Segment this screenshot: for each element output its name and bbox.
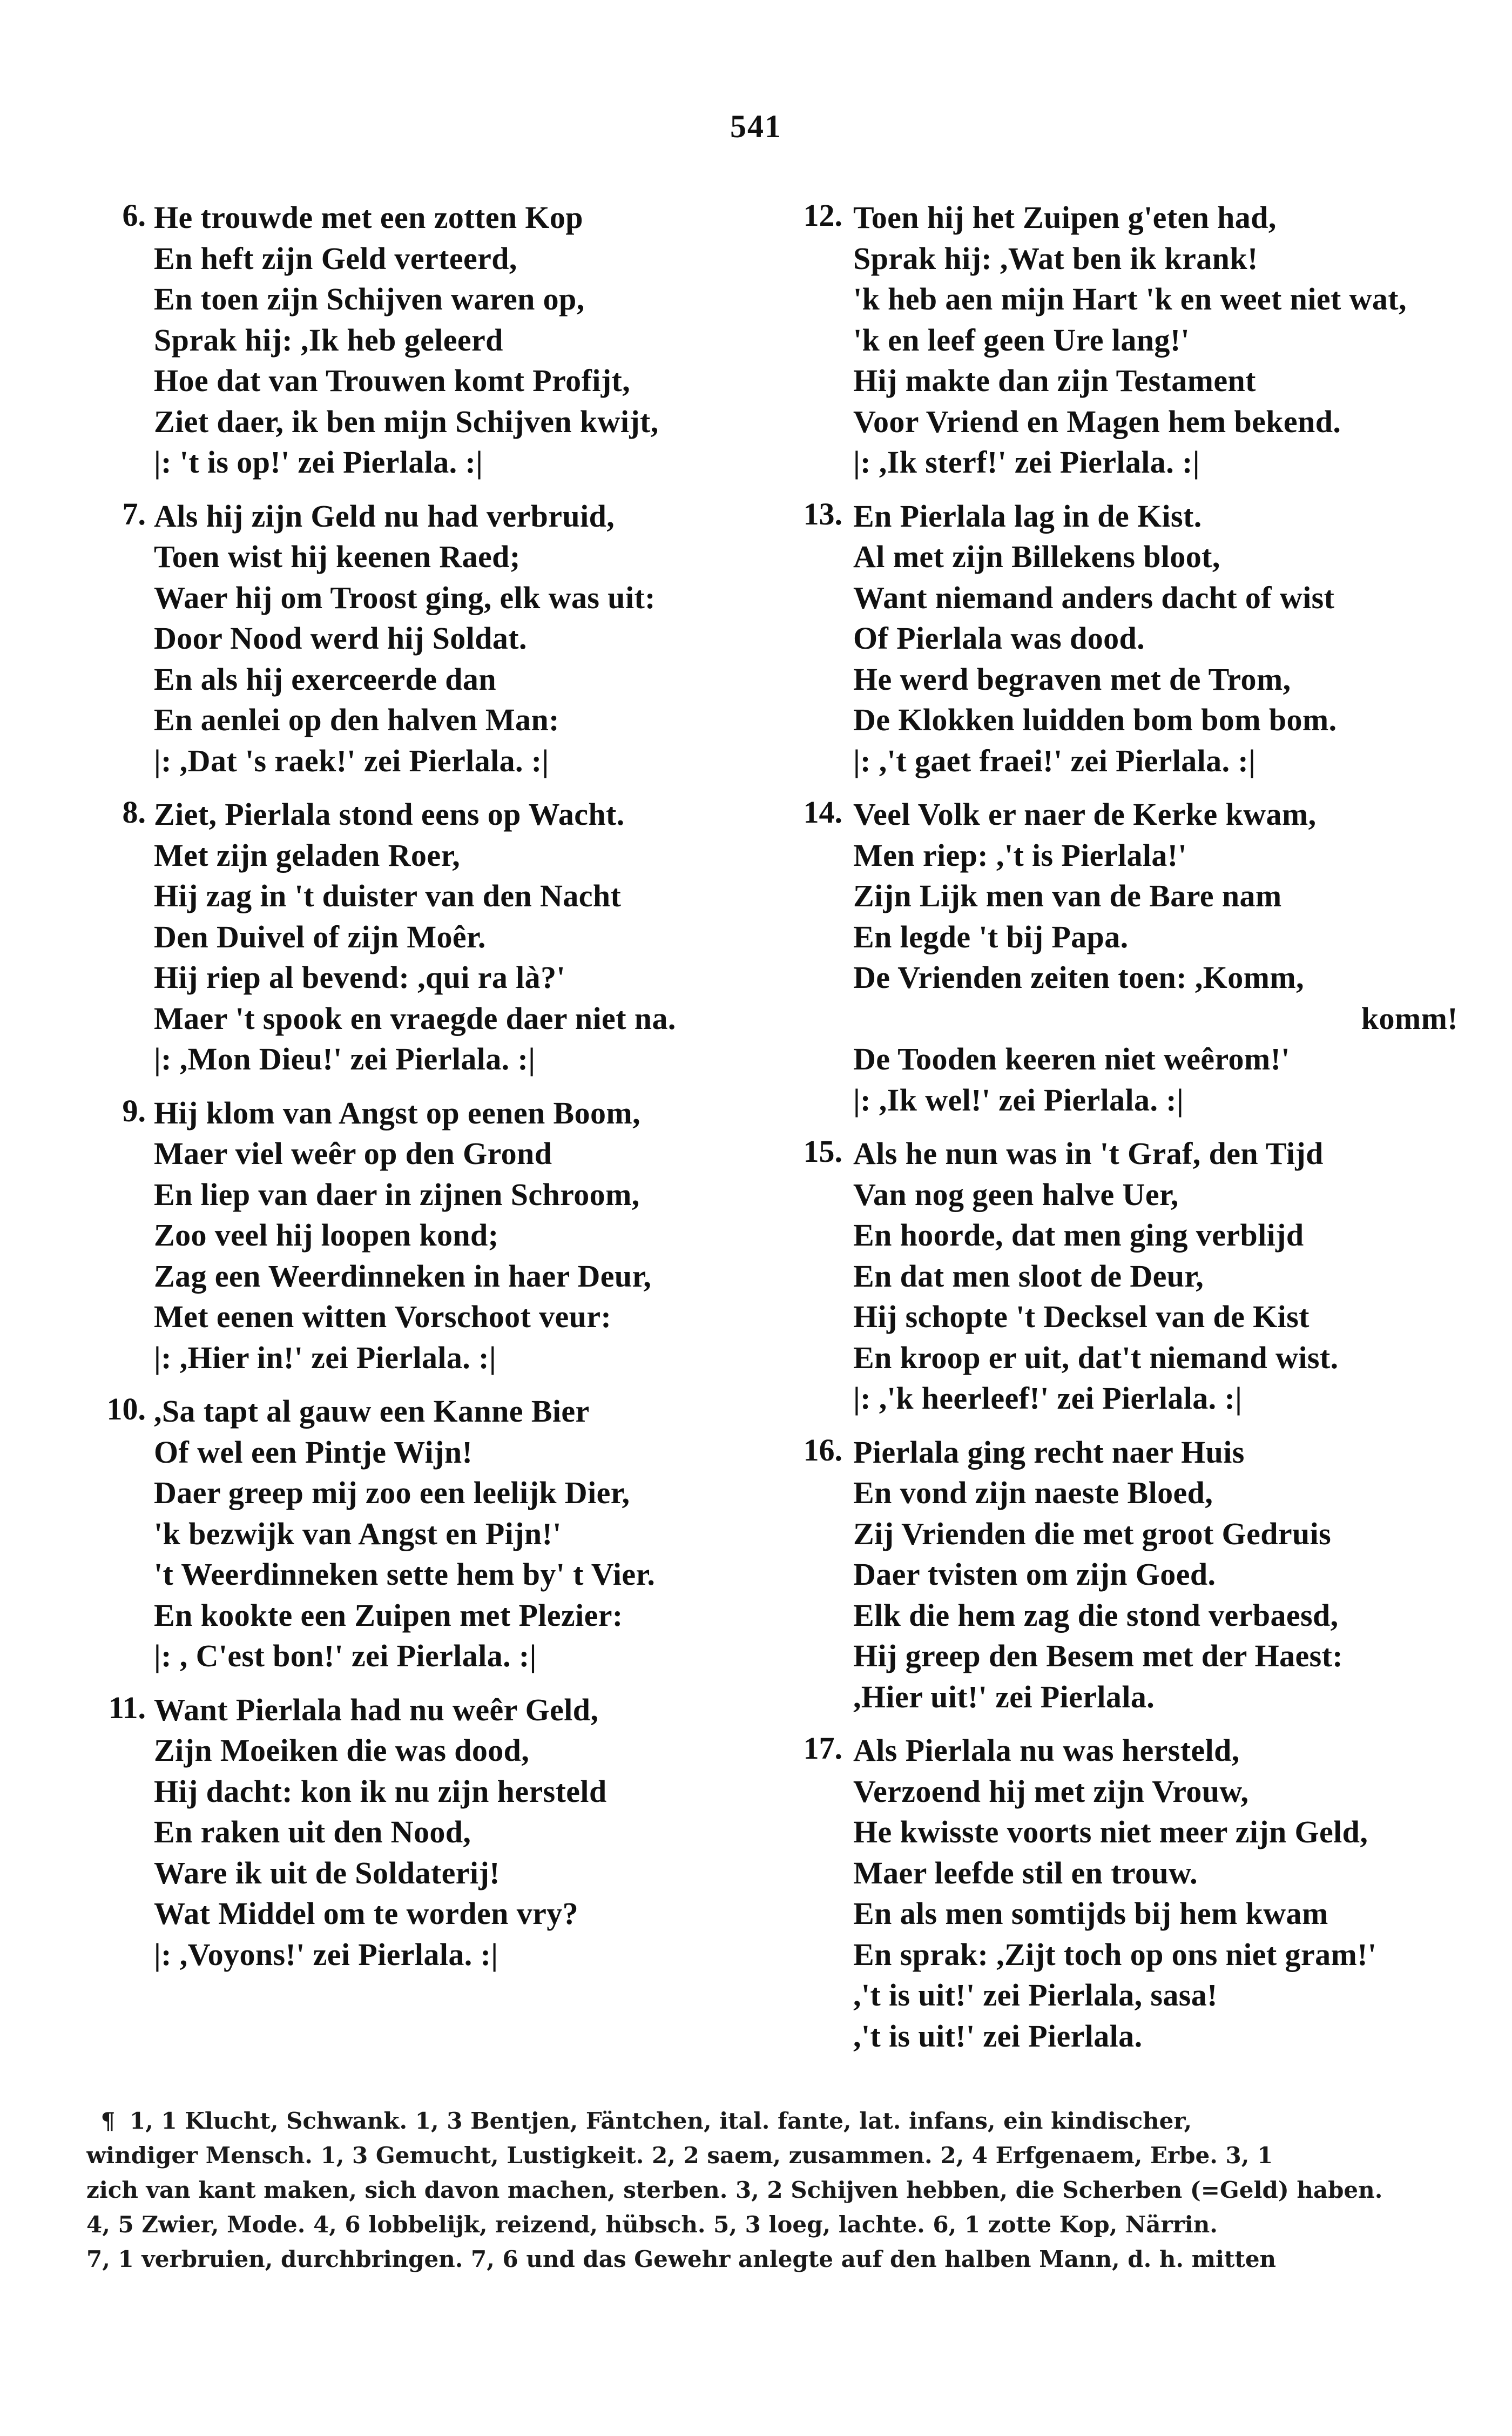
verse-line: 'k bezwijk van Angst en Pijn!' (154, 1516, 562, 1551)
verse-line: 't Weerdinneken sette hem by' t Vier. (154, 1557, 656, 1592)
stanza (103, 1690, 751, 1975)
verse-line: En Pierlala lag in de Kist. (853, 498, 1202, 534)
footnote-text: zich van kant maken, sich davon machen, sterben. 3, 2 Schijven hebben, die Scherben (=Geld) haben. (86, 2177, 1383, 2203)
verse-line: Daer tvisten om zijn Goed. (853, 1557, 1216, 1592)
stanza-number: 16. (803, 1432, 842, 1468)
verse-line: |: ,Ik sterf!' zei Pierlala. :| (853, 445, 1200, 480)
verse-line: |: 't is op!' zei Pierlala. :| (154, 445, 483, 480)
verse-line: En hoorde, dat men ging verblijd (853, 1217, 1304, 1253)
stanza-number: 13. (803, 496, 842, 531)
verse-line: En vond zijn naeste Bloed, (853, 1475, 1213, 1510)
verse-line: En liep van daer in zijnen Schroom, (154, 1176, 640, 1212)
footnotes (86, 2104, 1431, 2277)
verse-line: |: ,Mon Dieu!' zei Pierlala. :| (154, 1041, 536, 1076)
verse-line: En legde 't bij Papa. (853, 919, 1129, 954)
footnote-text: 1, 1 Klucht, Schwank. 1, 3 Bentjen, Fäntchen, ital. fante, lat. infans, ein kindischer, (130, 2108, 1192, 2134)
verse-line: ,Sa tapt al gauw een Kanne Bier (154, 1394, 590, 1429)
verse-line: Ziet daer, ik ben mijn Schijven kwijt, (154, 403, 659, 439)
verse-line: Maer leefde stil en trouw. (853, 1855, 1198, 1890)
verse-line: En toen zijn Schijven waren op, (154, 281, 585, 317)
verse-line: Verzoend hij met zijn Vrouw, (853, 1773, 1249, 1809)
verse-line: Want niemand anders dacht of wist (853, 580, 1335, 615)
verse-line: Wat Middel om te worden vry? (154, 1896, 579, 1931)
stanza (788, 496, 1463, 782)
verse-line: Zoo veel hij loopen kond; (154, 1217, 499, 1253)
stanza-number: 11. (108, 1690, 146, 1725)
stanza (103, 197, 751, 483)
verse-line: Den Duivel of zijn Moêr. (154, 919, 486, 954)
verse-line: Sprak hij: ,Ik heb geleerd (154, 322, 503, 358)
verse-line: He kwisste voorts niet meer zijn Geld, (853, 1814, 1368, 1849)
stanza-number: 10. (106, 1391, 146, 1426)
footnote-line (86, 2242, 1431, 2277)
verse-line: Hij greep den Besem met der Haest: (853, 1638, 1344, 1673)
page-number: 541 (730, 109, 782, 144)
verse-line: En als men somtijds bij hem kwam (853, 1896, 1328, 1931)
stanza-number: 8. (122, 795, 146, 830)
verse-line: Hij riep al bevend: ,qui ra là?' (154, 960, 565, 995)
verse-line: |: ,Dat 's raek!' zei Pierlala. :| (154, 743, 549, 778)
verse-line: ,Hier uit!' zei Pierlala. (853, 1679, 1155, 1714)
verse-line: En kroop er uit, dat't niemand wist. (853, 1340, 1339, 1375)
stanza (788, 1730, 1463, 2056)
verse-line: Hij klom van Angst op eenen Boom, (154, 1095, 641, 1130)
footnote-text: 7, 1 verbruien, durchbringen. 7, 6 und das Gewehr anlegte auf den halben Mann, d. h. mitten (86, 2246, 1277, 2272)
verse-line: En aenlei op den halven Man: (154, 702, 559, 737)
verse-line: Men riep: ,'t is Pierlala!' (853, 837, 1187, 873)
stanza-number: 17. (803, 1731, 842, 1766)
verse-line: Al met zijn Billekens bloot, (853, 539, 1220, 574)
verse-line: De Tooden keeren niet weêrom!' (853, 1041, 1290, 1076)
verse-line: Toen hij het Zuipen g'eten had, (853, 200, 1277, 235)
left-column (103, 197, 751, 1988)
verse-line: En heft zijn Geld verteerd, (154, 240, 517, 276)
stanza (103, 1093, 751, 1378)
verse-line: En als hij exerceerde dan (154, 661, 496, 697)
verse-line: ,'t is uit!' zei Pierlala, sasa! (853, 1977, 1218, 2013)
verse-line: |: ,Voyons!' zei Pierlala. :| (154, 1936, 498, 1972)
pilcrow-mark: ¶ (100, 2108, 116, 2134)
verse-line: Als hij zijn Geld nu had verbruid, (154, 498, 615, 534)
verse-line: Daer greep mij zoo een leelijk Dier, (154, 1475, 630, 1510)
footnote-text: windiger Mensch. 1, 3 Gemucht, Lustigkeit. 2, 2 saem, zusammen. 2, 4 Erfgenaem, Erbe. 3, 1 (86, 2142, 1273, 2169)
verse-line: ,'t is uit!' zei Pierlala. (853, 2018, 1143, 2054)
verse-line: Hoe dat van Trouwen komt Profijt, (154, 363, 631, 398)
verse-line: Hij schopte 't Decksel van de Kist (853, 1299, 1310, 1334)
verse-line: Met eenen witten Vorschoot veur: (154, 1299, 612, 1334)
verse-line: Want Pierlala had nu weêr Geld, (154, 1692, 599, 1727)
stanza (788, 794, 1463, 1120)
verse-line: De Vrienden zeiten toen: ,Komm, (853, 960, 1304, 995)
verse-line: Van nog geen halve Uer, (853, 1176, 1179, 1212)
verse-line: Of wel een Pintje Wijn! (154, 1434, 473, 1470)
stanza-number: 15. (803, 1134, 842, 1169)
stanza (788, 197, 1463, 483)
verse-line: Maer 't spook en vraegde daer niet na. (154, 1000, 676, 1036)
stanza (103, 794, 751, 1080)
verse-line: |: ,'t gaet fraei!' zei Pierlala. :| (853, 743, 1256, 778)
verse-line: En sprak: ,Zijt toch op ons niet gram!' (853, 1936, 1377, 1972)
stanza-number: 7. (122, 496, 146, 531)
footnote-line (86, 2173, 1431, 2208)
verse-line: Ziet, Pierlala stond eens op Wacht. (154, 797, 625, 832)
verse-line: Hij makte dan zijn Testament (853, 363, 1256, 398)
verse-line: Waer hij om Troost ging, elk was uit: (154, 580, 656, 615)
verse-line: He werd begraven met de Trom, (853, 661, 1291, 697)
verse-line: Maer viel weêr op den Grond (154, 1136, 552, 1171)
verse-line: Veel Volk er naer de Kerke kwam, (853, 797, 1317, 832)
verse-line: Hij zag in 't duister van den Nacht (154, 878, 622, 913)
stanza (103, 1391, 751, 1677)
verse-line: Zijn Lijk men van de Bare nam (853, 878, 1282, 913)
verse-line: Zag een Weerdinneken in haer Deur, (154, 1258, 652, 1294)
verse-line: komm! (1361, 1000, 1458, 1036)
verse-line: Sprak hij: ,Wat ben ik krank! (853, 240, 1258, 276)
footnote-line (86, 2208, 1431, 2242)
verse-line: Door Nood werd hij Soldat. (154, 621, 527, 656)
footnote-text: 4, 5 Zwier, Mode. 4, 6 lobbelijk, reizend, hübsch. 5, 3 loeg, lachte. 6, 1 zotte Kop, Närrin. (86, 2211, 1218, 2238)
stanza (788, 1133, 1463, 1419)
verse-line: En kookte een Zuipen met Plezier: (154, 1597, 623, 1633)
verse-line: Hij dacht: kon ik nu zijn hersteld (154, 1773, 607, 1809)
stanza-number: 9. (122, 1093, 146, 1128)
verse-line: |: , C'est bon!' zei Pierlala. :| (154, 1638, 537, 1673)
stanza (788, 1432, 1463, 1718)
footnote-line (86, 2138, 1431, 2173)
verse-line: Elk die hem zag die stond verbaesd, (853, 1597, 1339, 1633)
verse-line: 'k heb aen mijn Hart 'k en weet niet wat, (853, 281, 1407, 317)
verse-line: |: ,Hier in!' zei Pierlala. :| (154, 1340, 496, 1375)
verse-line: Toen wist hij keenen Raed; (154, 539, 521, 574)
verse-line: De Klokken luidden bom bom bom. (853, 702, 1337, 737)
verse-line: Ware ik uit de Soldaterij! (154, 1855, 500, 1890)
verse-line: 'k en leef geen Ure lang!' (853, 322, 1190, 358)
stanza-number: 12. (803, 198, 842, 233)
verse-line: Als he nun was in 't Graf, den Tijd (853, 1136, 1324, 1171)
verse-line: He trouwde met een zotten Kop (154, 200, 583, 235)
stanza-number: 6. (122, 198, 146, 233)
verse-line: Zij Vrienden die met groot Gedruis (853, 1516, 1332, 1551)
verse-line: En raken uit den Nood, (154, 1814, 471, 1849)
verse-line: En dat men sloot de Deur, (853, 1258, 1204, 1294)
footnote-line (86, 2104, 1431, 2138)
verse-line: Met zijn geladen Roer, (154, 837, 461, 873)
stanza-number: 14. (803, 795, 842, 830)
verse-line: Als Pierlala nu was hersteld, (853, 1733, 1240, 1768)
verse-line: Zijn Moeiken die was dood, (154, 1733, 530, 1768)
stanza (103, 496, 751, 782)
verse-line: |: ,'k heerleef!' zei Pierlala. :| (853, 1381, 1243, 1416)
verse-line: Voor Vriend en Magen hem bekend. (853, 403, 1341, 439)
verse-line: |: ,Ik wel!' zei Pierlala. :| (853, 1082, 1184, 1118)
verse-line: Of Pierlala was dood. (853, 621, 1145, 656)
right-column (788, 197, 1463, 2069)
verse-line: Pierlala ging recht naer Huis (853, 1434, 1245, 1470)
